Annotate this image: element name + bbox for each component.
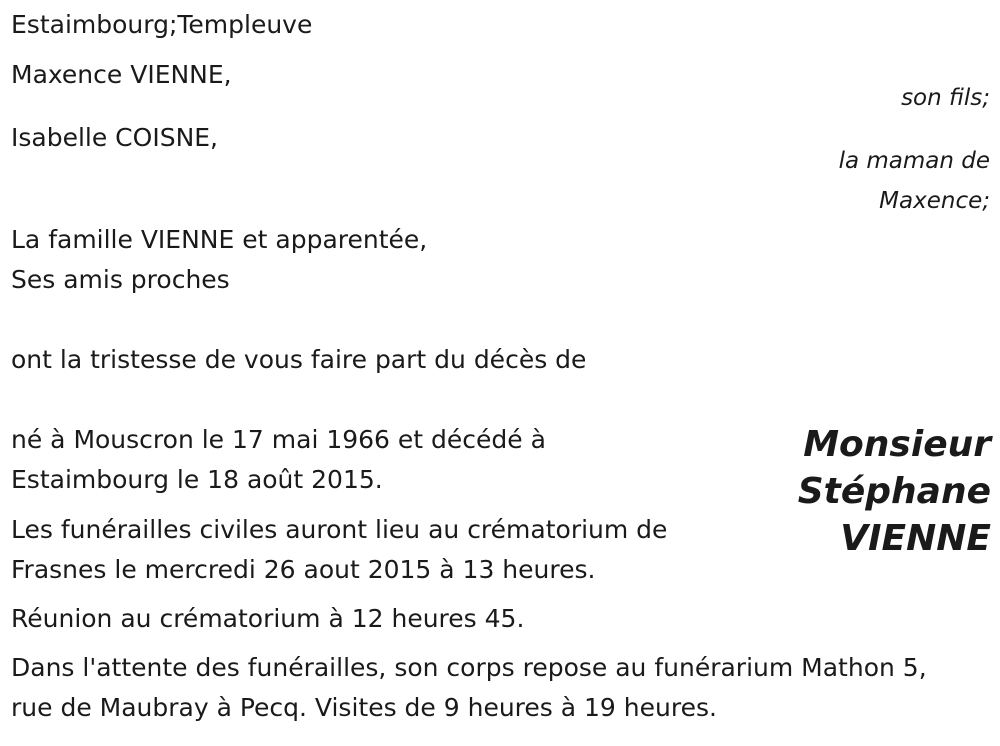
announcement-text: ont la tristesse de vous faire part du décès de bbox=[11, 345, 587, 374]
funeral-line-1: Les funérailles civiles auront lieu au crématorium de bbox=[11, 515, 668, 544]
meeting-line: Réunion au crématorium à 12 heures 45. bbox=[11, 604, 525, 633]
funeral-line-2: Frasnes le mercredi 26 aout 2015 à 13 heures. bbox=[11, 555, 596, 584]
son-relation: son fils; bbox=[901, 85, 990, 111]
deceased-title: Monsieur bbox=[803, 424, 991, 465]
birth-line-2: Estaimbourg le 18 août 2015. bbox=[11, 465, 383, 494]
location-header: Estaimbourg;Templeuve bbox=[11, 10, 313, 39]
deceased-last-name: VIENNE bbox=[840, 518, 991, 559]
relatives-line: La famille VIENNE et apparentée, bbox=[11, 225, 428, 254]
rest-line-1: Dans l'attente des funérailles, son corps repose au funérarium Mathon 5, bbox=[11, 653, 927, 682]
rest-line-2: rue de Maubray à Pecq. Visites de 9 heures à 19 heures. bbox=[11, 693, 717, 722]
mother-relation-line2: Maxence; bbox=[879, 188, 990, 214]
mother-name: Isabelle COISNE, bbox=[11, 123, 219, 152]
deceased-first-name: Stéphane bbox=[797, 471, 991, 512]
deceased-name-block bbox=[761, 421, 991, 562]
son-name: Maxence VIENNE, bbox=[11, 60, 232, 89]
friends-line: Ses amis proches bbox=[11, 265, 230, 294]
mother-relation-line1: la maman de bbox=[838, 148, 990, 174]
birth-line-1: né à Mouscron le 17 mai 1966 et décédé à bbox=[11, 425, 546, 454]
